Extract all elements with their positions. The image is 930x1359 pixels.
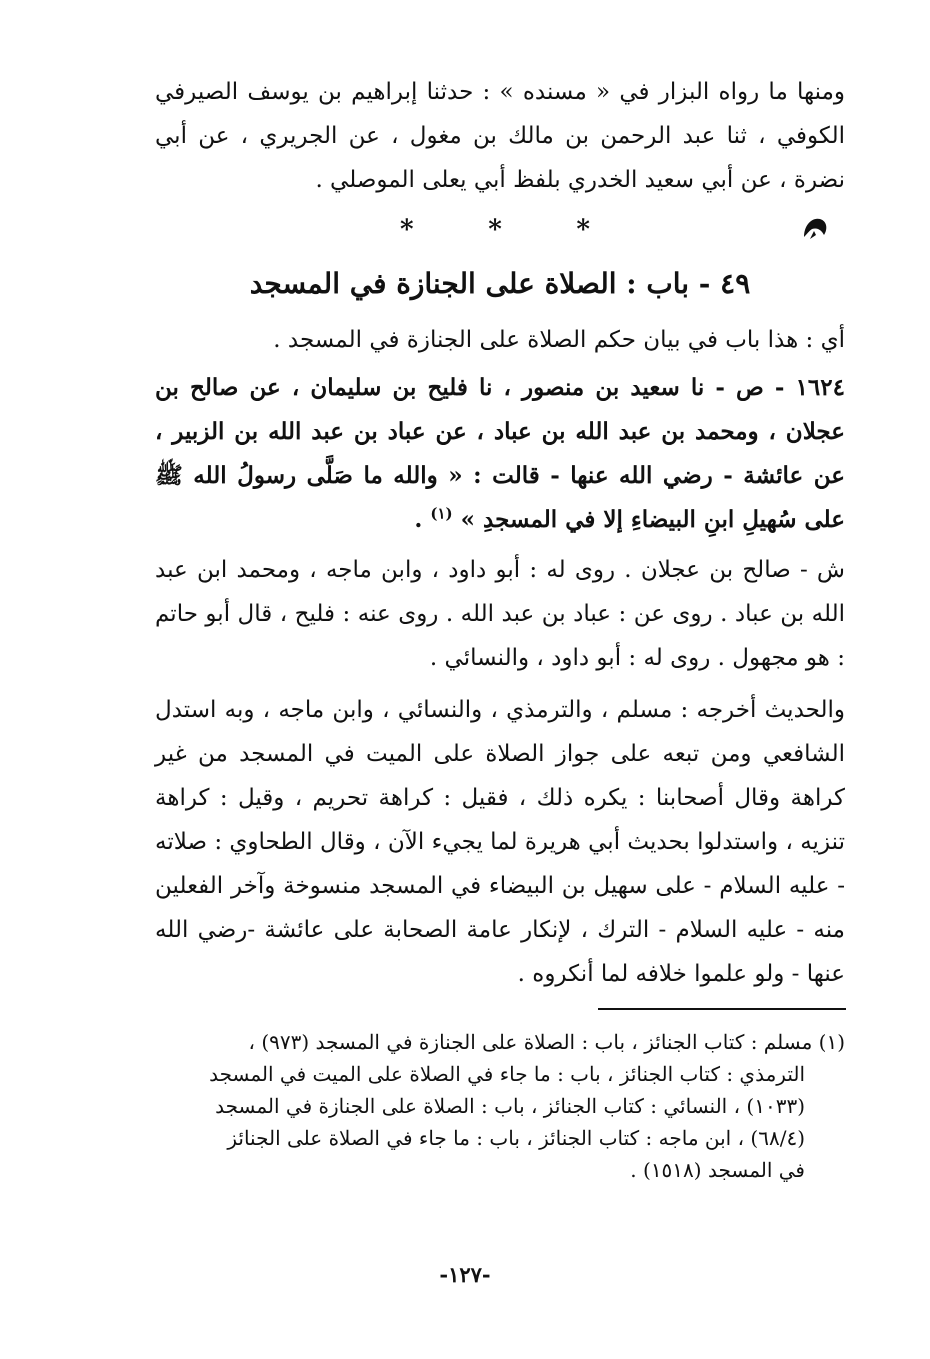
footnote-line: (١) مسلم : كتاب الجنائز ، باب : الصلاة على الجنازة في المسجد (٩٧٣) ، [248, 1030, 845, 1054]
takhrij-paragraph [155, 688, 845, 996]
section-separator [400, 215, 590, 245]
footnote-line: (١٠٣٣) ، النسائي : كتاب الجنائز ، باب : الصلاة على الجنازة في المسجد [215, 1094, 805, 1118]
chapter-heading: ٤٩ - باب : الصلاة على الجنازة في المسجد [249, 267, 751, 300]
footnote-line: في المسجد (١٥١٨) . [630, 1158, 805, 1182]
intro-paragraph [155, 70, 845, 202]
commentary-text: ش - صالح بن عجلان . روى له : أبو داود ، وابن ماجه ، ومحمد ابن عبد الله بن عباد . روى عن : عباد بن عبد الله . روى عنه : فليح ، قال أبو حاتم : هو مجهول . روى له : أبو داود ، والنسائي . [155, 557, 845, 671]
hadith-end: . [414, 506, 423, 533]
takhrij-text: والحديث أخرجه : مسلم ، والترمذي ، والنسائي ، وابن ماجه ، وبه استدل الشافعي ومن تبعه على جواز الصلاة على الميت في المسجد من غير كراهة وقال أصحابنا : يكره ذلك ، فقيل : كراهة تحريم ، وقيل : كراهة تنزيه ، واستدلوا بحديث أبي هريرة لما يجيء الآن ، وقال الطحاوي : صلاته - عليه السلام - على سهيل بن البيضاء في المسجد منسوخة وآخر الفعلين منه - عليه السلام - الترك ، لإنكار عامة الصحابة على عائشة -رضي الله عنها - ولو علموا خلافه لما أنكروه . [155, 697, 845, 987]
footnote-marker: (١) [430, 504, 453, 523]
footnote-line: الترمذي : كتاب الجنائز ، باب : ما جاء في الصلاة على الميت في المسجد [209, 1062, 805, 1086]
separator-star: * [400, 215, 414, 245]
hadith-paragraph [155, 366, 845, 542]
footnote-divider [598, 1008, 846, 1010]
hadith-body: ١٦٢٤ - ص - نا سعيد بن منصور ، نا فليح بن سليمان ، عن صالح بن عجلان ، ومحمد بن عبد الله بن عباد ، عن عباد بن عبد الله بن الزبير ، عن عائشة - رضي الله عنها - قالت : « والله ما صَلَّى رسولُ الله ﷺ على سُهيلِ ابنِ البيضاءِ إلا في المسجدِ » [155, 374, 845, 533]
margin-ornament-icon [800, 213, 830, 241]
hadith-text [155, 366, 845, 542]
page-number: -١٢٧- [439, 1262, 491, 1287]
separator-star: * [488, 215, 502, 245]
commentary-paragraph [155, 548, 845, 680]
intro-text: ومنها ما رواه البزار في « مسنده » : حدثنا إبراهيم بن يوسف الصيرفي الكوفي ، ثنا عبد الرحمن بن مالك بن مغول ، عن الجريري ، عن أبي نضرة ، عن أبي سعيد الخدري بلفظ أبي يعلى الموصلي . [155, 79, 845, 193]
chapter-explanation [155, 318, 845, 362]
footnote-line: (٦٨/٤) ، ابن ماجه : كتاب الجنائز ، باب : ما جاء في الصلاة على الجنائز [227, 1126, 805, 1150]
chapter-explanation-text: أي : هذا باب في بيان حكم الصلاة على الجنازة في المسجد . [273, 327, 845, 353]
separator-star: * [576, 215, 590, 245]
footnote [160, 1026, 845, 1186]
